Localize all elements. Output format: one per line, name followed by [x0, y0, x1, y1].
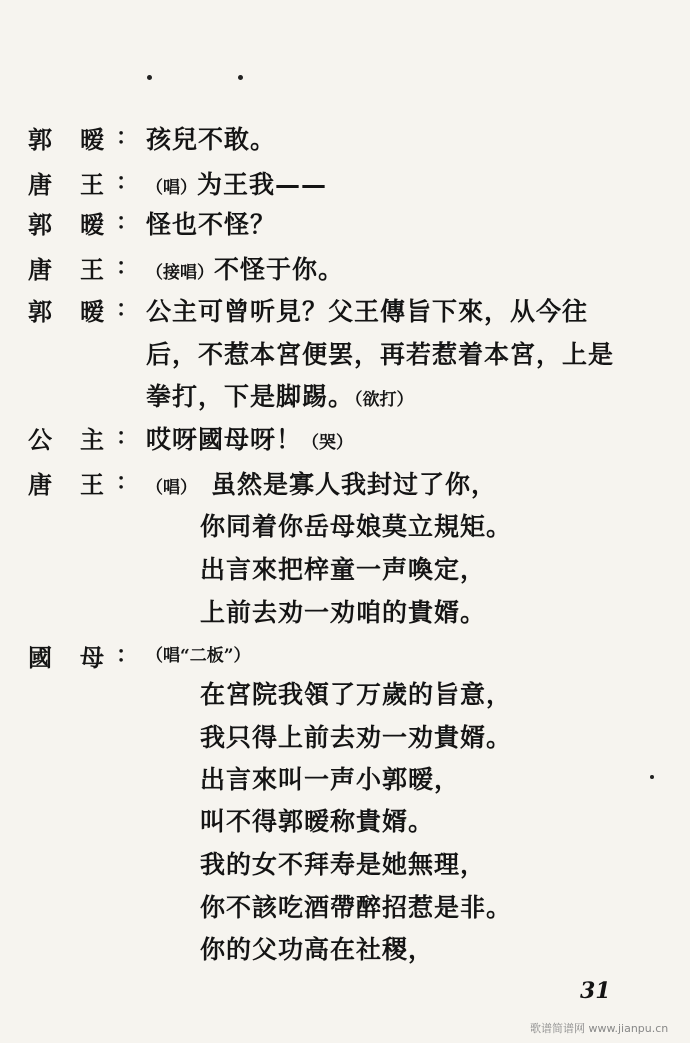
stage-direction: （哭） [302, 433, 354, 453]
dialogue-text: 公主可曾听見？父王傳旨下來，从今往 [146, 297, 589, 326]
stage-direction: （接唱） [146, 263, 214, 283]
stage-direction: （唱） [146, 478, 197, 498]
dialogue-text: 后，不惹本宮便罢，再若惹着本宮，上是 [146, 340, 615, 369]
dialogue-text: 为王我—— [197, 170, 328, 199]
ink-dot [147, 75, 152, 80]
dialogue-text: 哎呀國母呀！ [146, 425, 303, 454]
stage-direction: （唱“二板”） [146, 646, 251, 666]
dialogue-text: 孩兒不敢。 [146, 125, 277, 154]
ink-dot [238, 75, 243, 80]
page-number: 31 [580, 978, 611, 1004]
stage-direction: （欲打） [354, 390, 414, 410]
script-page: 郭 暧 ： 孩兒不敢。 唐 王 ： （唱）为王我—— 郭 暧 ： 怪也不怪？ 唐 王 ： （接唱）不怪于你。 郭 暧 ： 公主可曾听見？父王傳旨下來，从今往 后，不惹本宮便罢，再若惹着本宮，上是 拳打，下是脚踢。（欲打） 公 主 ： 哎呀國母呀！（哭） 唐 王 ： （唱） 虽然是寡人我封过了你， 你同着你岳母娘莫立規矩。 出言來把梓童一声喚定， 上前去劝一劝咱的貴婿。 國 母 ： （唱“二板”） 在宮院我領了万歲的旨意， 我只得上前去劝一劝貴婿。 出言來叫一声小郭暧， 叫不得郭暧称貴婿。 我的女不拜寿是她無理， 你不該吃酒帶醉招惹是非。 你的父功高在社稷， 31 歌谱简谱网 www.jianpu.cn [0, 0, 690, 1043]
ink-dot [650, 775, 654, 779]
dialogue-text: 不怪于你。 [214, 255, 345, 284]
dialogue-text: 怪也不怪？ [146, 210, 277, 239]
stage-direction: （唱） [146, 178, 197, 198]
dialogue-text: 虽然是寡人我封过了你， [211, 470, 498, 499]
watermark: 歌谱简谱网 www.jianpu.cn [530, 1022, 669, 1035]
dialogue-text: 拳打，下是脚踢。 [146, 382, 355, 411]
